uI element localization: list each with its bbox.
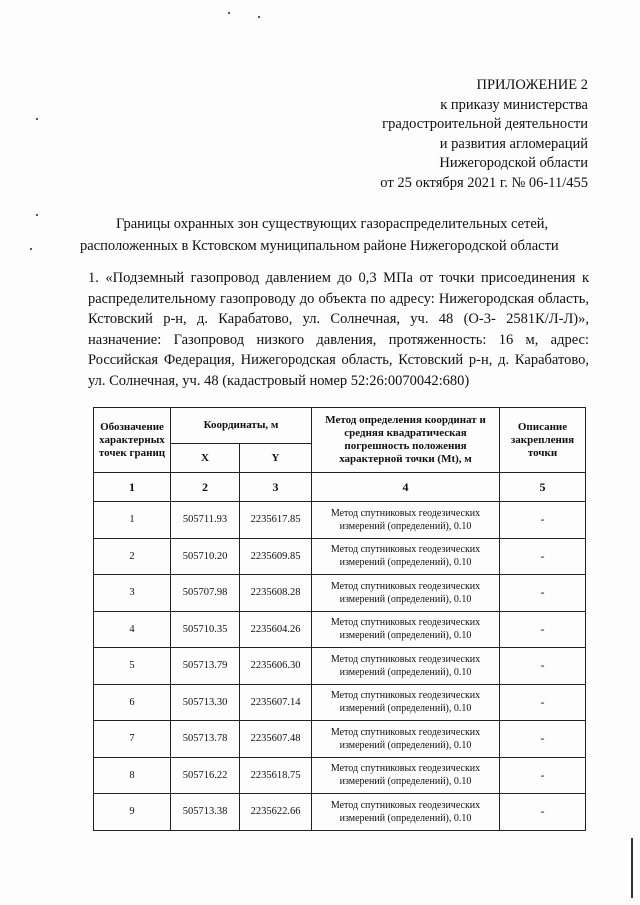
cell-description: -: [500, 502, 586, 539]
cell-point: 2: [94, 538, 171, 575]
table-row: [94, 794, 586, 831]
table-row: [94, 684, 586, 721]
column-number-row: [94, 473, 586, 502]
column-number: 2: [171, 473, 240, 502]
cell-description: -: [500, 757, 586, 794]
cell-point: 1: [94, 502, 171, 539]
appendix-line: градостроительной деятельности: [382, 116, 588, 132]
cell-x: 505711.93: [171, 502, 240, 539]
table-row: [94, 611, 586, 648]
cell-point: 8: [94, 757, 171, 794]
column-number: 1: [94, 473, 171, 502]
cell-method: Метод спутниковых геодезических измерений (определений), 0.10: [312, 502, 500, 539]
cell-y: 2235618.75: [240, 757, 312, 794]
scan-speck: [228, 12, 230, 14]
appendix-line: к приказу министерства: [440, 96, 588, 113]
table-row: [94, 757, 586, 794]
header-description: Описание закрепления точки: [500, 408, 586, 473]
table-row: [94, 502, 586, 539]
cell-description: -: [500, 721, 586, 758]
cell-x: 505713.38: [171, 794, 240, 831]
cell-y: 2235607.48: [240, 721, 312, 758]
cell-method: Метод спутниковых геодезических измерений (определений), 0.10: [312, 538, 500, 575]
scan-speck: [30, 248, 32, 250]
appendix-date: от 25 октября 2021 г. № 06-11/455: [380, 174, 588, 191]
object-description: 1. «Подземный газопровод давлением до 0,3 МПа от точки присоединения к распределительному газопроводу до объекта по адресу: Нижегородская область, Кстовский р-н, д. Карабатово, ул. Солнечная, уч. 48 (О-3- 2581К/Л-Л)», назначение: Газопровод низкого давления, протяженность: 16 м, адрес: Российская Федерация, Нижегородская область, Кстовский р-н, д. Карабатово, ул. Солнечная, уч. 48 (кадастровый номер 52:26:0070042:680): [88, 270, 589, 389]
column-number: 5: [500, 473, 586, 502]
header-point: Обозначение характерных точек границ: [94, 408, 171, 473]
scan-speck: [36, 214, 38, 216]
cell-point: 7: [94, 721, 171, 758]
scan-speck: [258, 16, 260, 18]
cell-x: 505713.78: [171, 721, 240, 758]
table-row: [94, 575, 586, 612]
table-row: [94, 648, 586, 685]
cell-y: 2235617.85: [240, 502, 312, 539]
coordinates-table: [93, 407, 586, 831]
cell-method: Метод спутниковых геодезических измерений (определений), 0.10: [312, 684, 500, 721]
cell-method: Метод спутниковых геодезических измерений (определений), 0.10: [312, 794, 500, 831]
cell-y: 2235606.30: [240, 648, 312, 685]
cell-method: Метод спутниковых геодезических измерений (определений), 0.10: [312, 648, 500, 685]
cell-y: 2235608.28: [240, 575, 312, 612]
cell-x: 505710.35: [171, 611, 240, 648]
column-number: 4: [312, 473, 500, 502]
cell-description: -: [500, 794, 586, 831]
document-heading: Границы охранных зон существующих газораспределительных сетей, расположенных в Кстовском муниципальном районе Нижегородской области: [80, 216, 559, 254]
cell-description: -: [500, 611, 586, 648]
cell-method: Метод спутниковых геодезических измерений (определений), 0.10: [312, 611, 500, 648]
cell-point: 5: [94, 648, 171, 685]
cell-x: 505716.22: [171, 757, 240, 794]
table-row: [94, 538, 586, 575]
cell-y: 2235607.14: [240, 684, 312, 721]
appendix-line: Нижегородской области: [439, 155, 588, 171]
scan-edge-line: [631, 838, 633, 898]
header-x: X: [171, 444, 240, 473]
cell-y: 2235604.26: [240, 611, 312, 648]
cell-y: 2235609.85: [240, 538, 312, 575]
cell-description: -: [500, 648, 586, 685]
scan-speck: [36, 118, 38, 120]
column-number: 3: [240, 473, 312, 502]
appendix-line: и развития агломераций: [439, 135, 588, 152]
table-header-row: [94, 408, 586, 444]
header-coordinates: Координаты, м: [171, 408, 312, 444]
cell-point: 9: [94, 794, 171, 831]
header-y: Y: [240, 444, 312, 473]
cell-method: Метод спутниковых геодезических измерений (определений), 0.10: [312, 721, 500, 758]
cell-point: 3: [94, 575, 171, 612]
appendix-header: [380, 76, 588, 193]
cell-x: 505707.98: [171, 575, 240, 612]
cell-point: 6: [94, 684, 171, 721]
cell-description: -: [500, 538, 586, 575]
header-method: Метод определения координат и средняя квадратическая погрешность положения характерной точки (Mt), м: [312, 408, 500, 473]
cell-method: Метод спутниковых геодезических измерений (определений), 0.10: [312, 757, 500, 794]
cell-description: -: [500, 684, 586, 721]
cell-point: 4: [94, 611, 171, 648]
appendix-title: ПРИЛОЖЕНИЕ 2: [476, 77, 588, 93]
table-row: [94, 721, 586, 758]
cell-method: Метод спутниковых геодезических измерений (определений), 0.10: [312, 575, 500, 612]
cell-description: -: [500, 575, 586, 612]
cell-x: 505713.30: [171, 684, 240, 721]
cell-y: 2235622.66: [240, 794, 312, 831]
cell-x: 505710.20: [171, 538, 240, 575]
cell-x: 505713.79: [171, 648, 240, 685]
